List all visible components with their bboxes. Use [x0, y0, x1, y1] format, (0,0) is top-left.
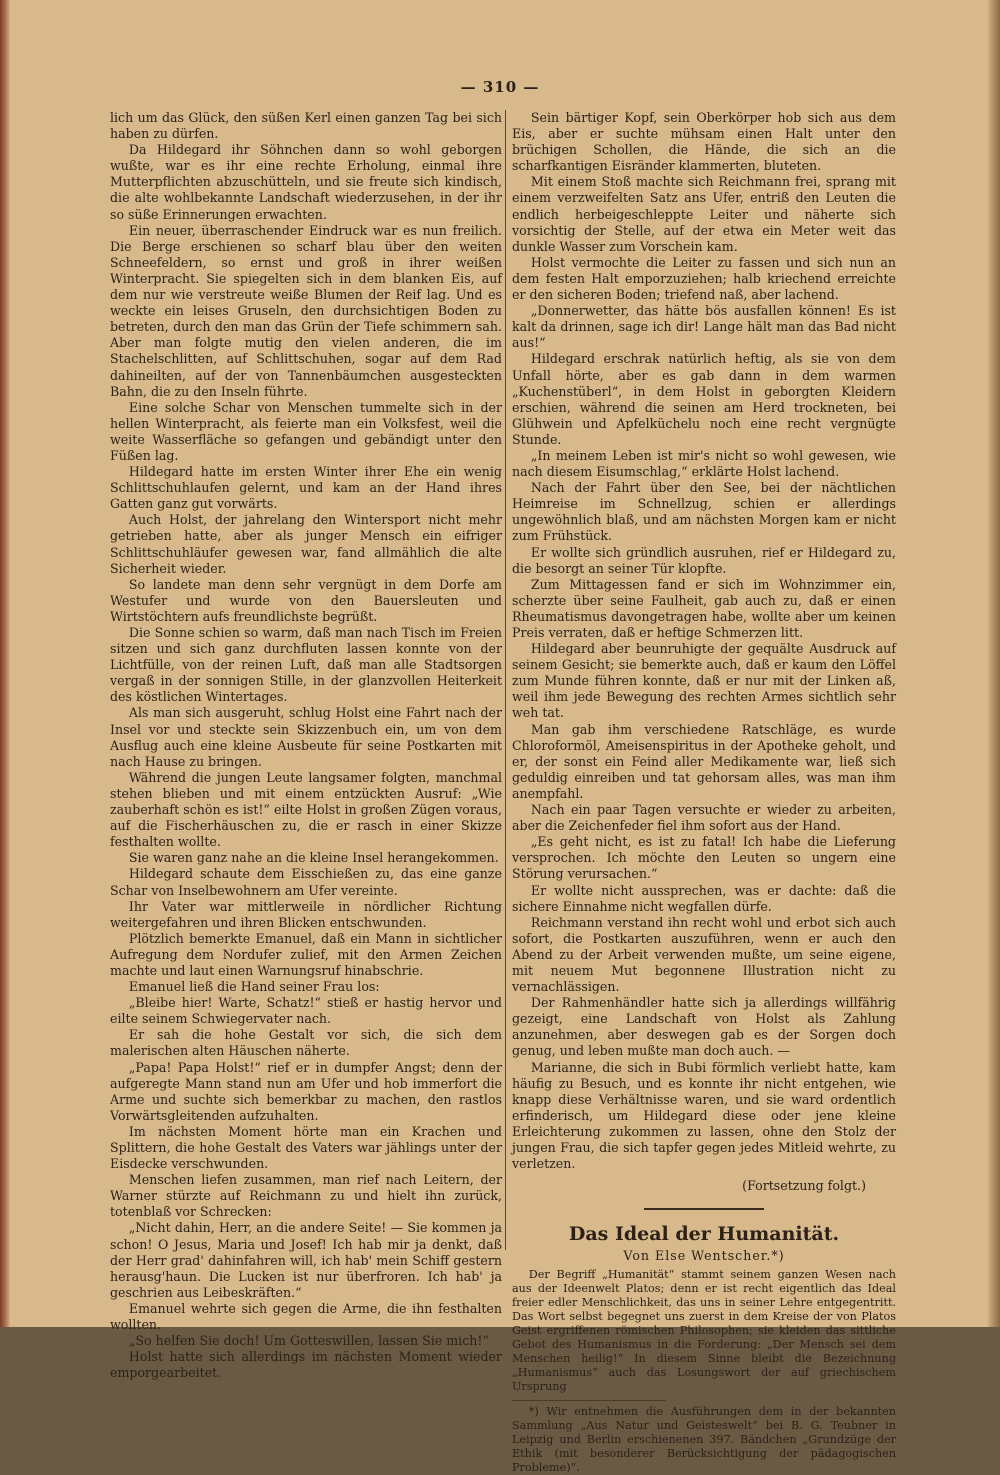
- paragraph: Während die jungen Leute langsamer folgten, manchmal stehen blieben und mit einem entzückten Ausruf: „Wie zauberhaft schön es ist!“ eilte Holst in großen Zügen voraus, auf die Fischerhäuschen zu, die er rasch in einer Skizze festhalten wollte.: [110, 769, 502, 850]
- article-body: [512, 1268, 896, 1394]
- article-author: Von Else Wentscher.*): [623, 1248, 785, 1264]
- paragraph: „Nicht dahin, Herr, an die andere Seite! — Sie kommen ja schon! O Jesus, Maria und Josef! Ich hab mir ja denkt, daß der Herr grad' dahinfahren will, ich hab' mein Schiff gestern herausg'haun. Die Lucken ist nur überfroren. Ich hab' ja geschrien aus Leibeskräften.“: [110, 1220, 502, 1300]
- paragraph: Eine solche Schar von Menschen tummelte sich in der hellen Winterpracht, als feierte man ein Volksfest, weil die weite Wasserfläche so gefangen und gebändigt unter den Füßen lag.: [110, 399, 502, 463]
- left-column: [110, 110, 502, 1381]
- paragraph: Nach ein paar Tagen versuchte er wieder zu arbeiten, aber die Zeichenfeder fiel ihm sofort aus der Hand.: [512, 802, 896, 834]
- column-divider: [505, 110, 506, 1250]
- article-title: Das Ideal der Humanität.: [568, 1223, 840, 1246]
- paragraph: Ihr Vater war mittlerweile in nördlicher Richtung weitergefahren und ihren Blicken entschwunden.: [110, 898, 502, 930]
- paragraph: Im nächsten Moment hörte man ein Krachen und Splittern, die hohe Gestalt des Vaters war jählings unter der Eisdecke verschwunden.: [110, 1123, 502, 1172]
- footnote: [512, 1405, 896, 1475]
- paragraph: „So helfen Sie doch! Um Gotteswillen, lassen Sie mich!“: [128, 1333, 489, 1349]
- paragraph: Holst hatte sich allerdings im nächsten Moment wieder emporgearbeitet.: [110, 1349, 502, 1381]
- page-edge: [988, 0, 1000, 1327]
- page-number: — 310 —: [460, 78, 540, 96]
- paragraph: „Donnerwetter, das hätte bös ausfallen können! Es ist kalt da drinnen, sage ich dir! Lange hält man das Bad nicht aus!“: [512, 303, 896, 351]
- continuation-note: (Fortsetzung folgt.): [742, 1178, 866, 1194]
- paragraph: Emanuel ließ die Hand seiner Frau los:: [128, 979, 380, 995]
- paragraph: Reichmann verstand ihn recht wohl und erbot sich auch sofort, die Postkarten auszuführen, wenn er auch den Abend zu der Arbeit verwenden mußte, um seine eigene, mit neuem Mut begonnene Illustration nicht zu vernachlässigen.: [512, 914, 896, 995]
- paragraph: lich um das Glück, den süßen Kerl einen ganzen Tag bei sich haben zu dürfen.: [110, 110, 502, 142]
- footnote-rule: [512, 1400, 666, 1401]
- footnote-text: *) Wir entnehmen die Ausführungen dem in der bekannten Sammlung „Aus Natur und Geisteswelt“ bei B. G. Teubner in Leipzig und Berlin erschienenen 397. Bändchen „Grundzüge der Ethik (mit besonderer Berücksichtigung der pädagogischen Probleme)“.: [512, 1405, 896, 1475]
- paragraph: Er wollte sich gründlich ausruhen, rief er Hildegard zu, die besorgt an seiner Tür klopfte.: [512, 544, 896, 576]
- paragraph: Da Hildegard ihr Söhnchen dann so wohl geborgen wußte, war es ihr eine rechte Erholung, einmal ihre Mutterpflichten abzuschütteln, und sie freute sich kindisch, die alte wohlbekannte Landschaft wiederzusehen, in der ihr so süße Erinnerungen erwachten.: [110, 142, 502, 222]
- paragraph: Sie waren ganz nahe an die kleine Insel herangekommen.: [128, 850, 499, 866]
- paragraph: Holst vermochte die Leiter zu fassen und sich nun an dem festen Halt emporzuziehen; halb kriechend erreichte er den sicheren Boden; triefend naß, aber lachend.: [512, 254, 896, 303]
- paragraph: Sein bärtiger Kopf, sein Oberkörper hob sich aus dem Eis, aber er suchte mühsam einen Halt unter den brüchigen Schollen, die Hände, die sich an die scharfkantigen Eisränder klammerten, bluteten.: [512, 110, 896, 174]
- paragraph: Hildegard hatte im ersten Winter ihrer Ehe ein wenig Schlittschuhlaufen gelernt, und kam an der Hand ihres Gatten ganz gut vorwärts.: [110, 464, 502, 512]
- paragraph: Zum Mittagessen fand er sich im Wohnzimmer ein, scherzte über seine Faulheit, gab auch zu, daß er einen Rheumatismus davongetragen habe, wollte aber um keinen Preis verraten, daß er heftige Schmerzen litt.: [512, 576, 896, 640]
- paragraph: „Es geht nicht, es ist zu fatal! Ich habe die Lieferung versprochen. Ich möchte den Leuten so ungern eine Störung verursachen.“: [512, 834, 896, 882]
- paragraph: Als man sich ausgeruht, schlug Holst eine Fahrt nach der Insel vor und steckte sein Skizzenbuch ein, um von dem Ausflug auch eine kleine Ausbeute für seine Postkarten mit nach Hause zu bringen.: [110, 705, 502, 769]
- paragraph: Ein neuer, überraschender Eindruck war es nun freilich. Die Berge erschienen so scharf blau über den weiten Schneefeldern, so ernst und groß in ihrer weißen Winterpracht. Sie spiegelten sich in dem blanken Eis, auf dem nur wie verstreute weiße Blumen der Reif lag. Und es weckte ein leises Gruseln, den durchsichtigen Boden zu betreten, durch den man das Grün der Tiefe schimmern sah. Aber man folgte mutig den vielen anderen, die im Stachelschlitten, auf Schlittschuhen, sogar auf dem Rad dahineilten, auf der von Tannenbäumchen ausgesteckten Bahn, die zu den Inseln führte.: [110, 222, 502, 399]
- paragraph: Er sah die hohe Gestalt vor sich, die sich dem malerischen alten Häuschen näherte.: [110, 1027, 502, 1059]
- paragraph: Nach der Fahrt über den See, bei der nächtlichen Heimreise im Schnellzug, schien er allerdings ungewöhnlich blaß, und am nächsten Morgen kam er nicht zum Frühstück.: [512, 480, 896, 544]
- paragraph: Der Rahmenhändler hatte sich ja allerdings willfährig gezeigt, eine Landschaft von Holst als Zahlung anzunehmen, aber deswegen gab es der Sorgen doch genug, und leben mußte man doch auch. —: [512, 995, 896, 1059]
- paragraph: Plötzlich bemerkte Emanuel, daß ein Mann in sichtlicher Aufregung dem Nordufer zulief, mit den Armen Zeichen machte und laut einen Warnungsruf hinabschrie.: [110, 930, 502, 978]
- paragraph: Menschen liefen zusammen, man rief nach Leitern, der Warner stürzte auf Reichmann zu und hielt ihn zurück, totenblaß vor Schrecken:: [110, 1172, 502, 1220]
- paragraph: „Bleibe hier! Warte, Schatz!“ stieß er hastig hervor und eilte seinem Schwiegervater nach.: [110, 995, 502, 1027]
- paragraph: Marianne, die sich in Bubi förmlich verliebt hatte, kam häufig zu Besuch, und es konnte ihr nicht entgehen, wie knapp diese Verhältnisse waren, und sie ward ordentlich erfinderisch, um Hildegard diese oder jene kleine Erleichterung zukommen zu lassen, ohne den Stolz der jungen Frau, die sich tapfer gegen jedes Mitleid wehrte, zu verletzen.: [512, 1059, 896, 1172]
- paragraph: Er wollte nicht aussprechen, was er dachte: daß die sichere Einnahme nicht wegfallen dürfe.: [512, 882, 896, 914]
- paragraph: Emanuel wehrte sich gegen die Arme, die ihn festhalten wollten.: [110, 1300, 502, 1333]
- right-column: [512, 110, 896, 1475]
- article-paragraph: Der Begriff „Humanität“ stammt seinem ganzen Wesen nach aus der Ideenwelt Platos; denn er ist recht eigentlich das Ideal freier edler Menschlichkeit, das uns in seiner Lehre entgegentritt. Das Wort selbst begegnet uns zuerst in dem Kreise der von Platos Geist ergriffenen römischen Philosophen; sie kleiden das sittliche Gebot des Humanismus in die Forderung: „Der Mensch sei dem Menschen heilig!“ In diesem Sinne bleibt die Bezeichnung „Humanismus“ auch das Losungswort der auf griechischem Ursprung: [512, 1268, 896, 1394]
- paragraph: „Papa! Papa Holst!“ rief er in dumpfer Angst; denn der aufgeregte Mann stand nun am Ufer und hob immerfort die Arme und suchte sich bemerkbar zu machen, den rastlos Vorwärtsgleitenden aufzuhalten.: [110, 1059, 502, 1123]
- section-separator: [644, 1208, 764, 1210]
- paragraph: Hildegard erschrak natürlich heftig, als sie von dem Unfall hörte, aber es gab dann in dem warmen „Kuchenstüberl“, in dem Holst in geborgten Kleidern erschien, während die seinen am Herd trockneten, bei Glühwein und Apfelküchelu noch eine recht vergnügte Stunde.: [512, 351, 896, 447]
- paragraph: Hildegard aber beunruhigte der gequälte Ausdruck auf seinem Gesicht; sie bemerkte auch, daß er kaum den Löffel zum Munde führen konnte, daß er nur mit der Linken aß, weil ihm jede Bewegung des rechten Armes sichtlich sehr weh tat.: [512, 641, 896, 721]
- paragraph: Man gab ihm verschiedene Ratschläge, es wurde Chloroformöl, Ameisenspiritus in der Apotheke geholt, und er, der sonst ein Feind aller Medikamente war, ließ sich geduldig einreiben und tat gehorsam alles, was man ihm anempfahl.: [512, 721, 896, 801]
- paragraph: Mit einem Stoß machte sich Reichmann frei, sprang mit einem verzweifelten Satz ans Ufer, entriß den Leuten die endlich herbeigeschleppte Leiter und näherte sich vorsichtig der Stelle, auf der etwa ein Meter weit das dunkle Wasser zum Vorschein kam.: [512, 174, 896, 254]
- paragraph: Auch Holst, der jahrelang den Wintersport nicht mehr getrieben hatte, aber als junger Mensch ein eifriger Schlittschuhläufer gewesen war, fand allmählich die alte Sicherheit wieder.: [110, 512, 502, 576]
- paragraph: „In meinem Leben ist mir's nicht so wohl gewesen, wie nach diesem Eisumschlag,“ erklärte Holst lachend.: [512, 447, 896, 480]
- paragraph: Die Sonne schien so warm, daß man nach Tisch im Freien sitzen und sich ganz durchfluten lassen konnte von der Lichtfülle, von der reinen Luft, daß man alle Stadtsorgen vergaß in der sonnigen Stille, in der glanzvollen Heiterkeit des köstlichen Wintertages.: [110, 625, 502, 705]
- paragraph: Hildegard schaute dem Eisschießen zu, das eine ganze Schar von Inselbewohnern am Ufer vereinte.: [110, 866, 502, 898]
- book-spine: [0, 0, 10, 1327]
- paragraph: So landete man denn sehr vergnügt in dem Dorfe am Westufer und wurde von den Bauersleuten und Wirtstöchtern aufs freundlichste begrüßt.: [110, 576, 502, 624]
